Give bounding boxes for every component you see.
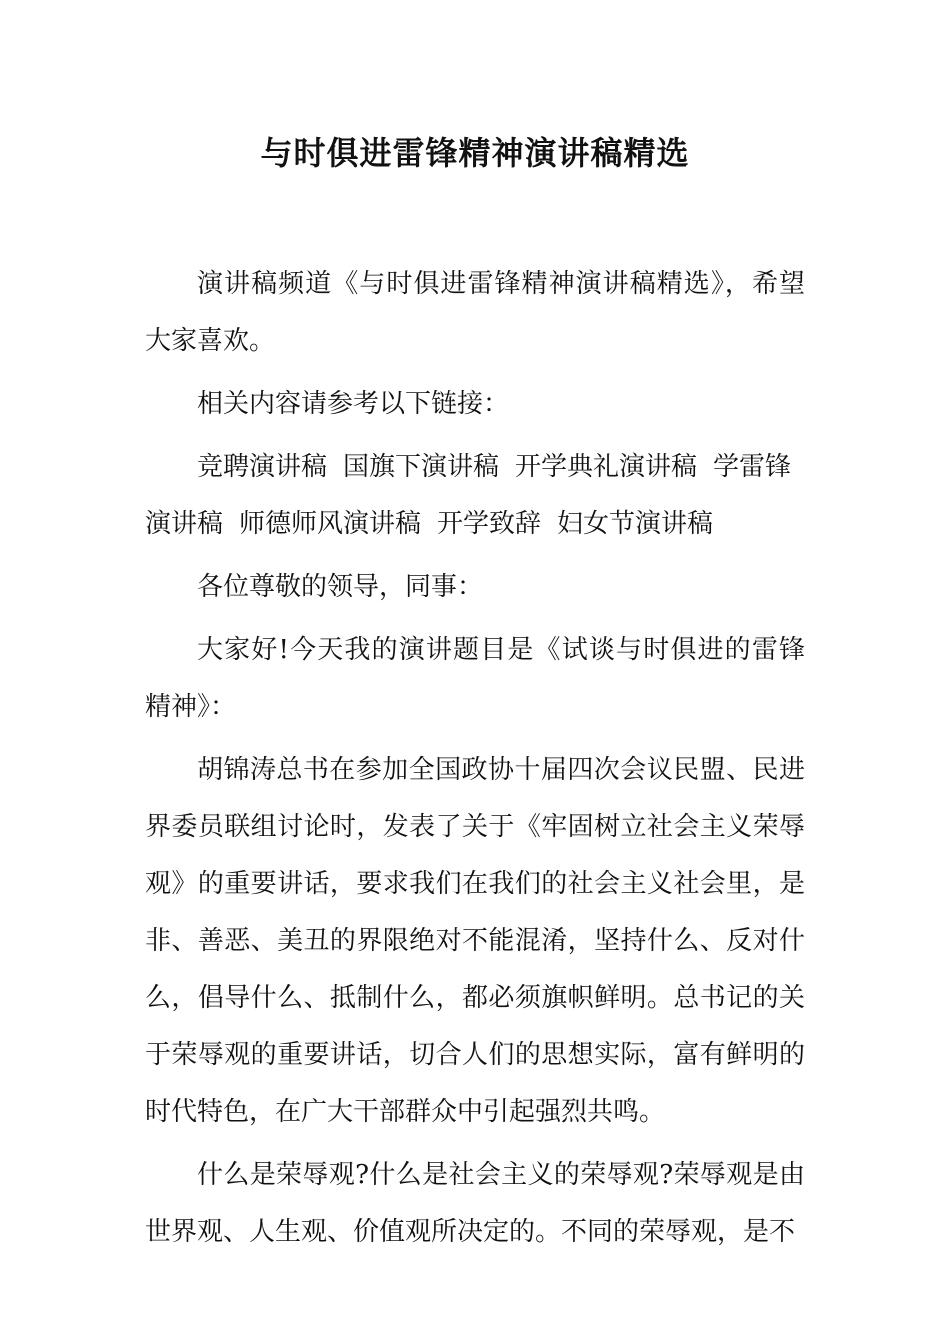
intro-paragraph: 演讲稿频道《与时俱进雷锋精神演讲稿精选》，希望大家喜欢。: [145, 269, 805, 356]
related-link[interactable]: 师德师风演讲稿: [239, 509, 422, 539]
greeting-paragraph: 各位尊敬的领导，同事：: [197, 572, 484, 602]
links-intro-paragraph: 相关内容请参考以下链接：: [197, 389, 510, 419]
related-links: [145, 439, 805, 553]
related-link[interactable]: 国旗下演讲稿: [343, 452, 500, 482]
related-link[interactable]: 学雷锋演讲稿: [145, 452, 792, 539]
body-paragraph: 什么是荣辱观?什么是社会主义的荣辱观?荣辱观是由世界观、人生观、价值观所决定的。不同的荣辱观，是不: [145, 1160, 805, 1247]
document-title: 与时俱进雷锋精神演讲稿精选: [260, 134, 690, 172]
related-link[interactable]: 妇女节演讲稿: [557, 509, 714, 539]
opening-paragraph: 大家好!今天我的演讲题目是《试谈与时俱进的雷锋精神》：: [145, 635, 805, 722]
related-link[interactable]: 开学典礼演讲稿: [515, 452, 698, 482]
document-body: [145, 256, 805, 1261]
body-paragraph: 胡锦涛总书在参加全国政协十届四次会议民盟、民进界委员联组讨论时，发表了关于《牢固树立社会主义荣辱观》的重要讲话，要求我们在我们的社会主义社会里，是非、善恶、美丑的界限绝对不能混淆，坚持什么、反对什么，倡导什么、抵制什么，都必须旗帜鲜明。总书记的关于荣辱观的重要讲话，切合人们的思想实际，富有鲜明的时代特色，在广大干部群众中引起强烈共鸣。: [145, 755, 805, 1127]
related-link[interactable]: 开学致辞: [437, 509, 542, 539]
related-link[interactable]: 竞聘演讲稿: [197, 452, 328, 482]
